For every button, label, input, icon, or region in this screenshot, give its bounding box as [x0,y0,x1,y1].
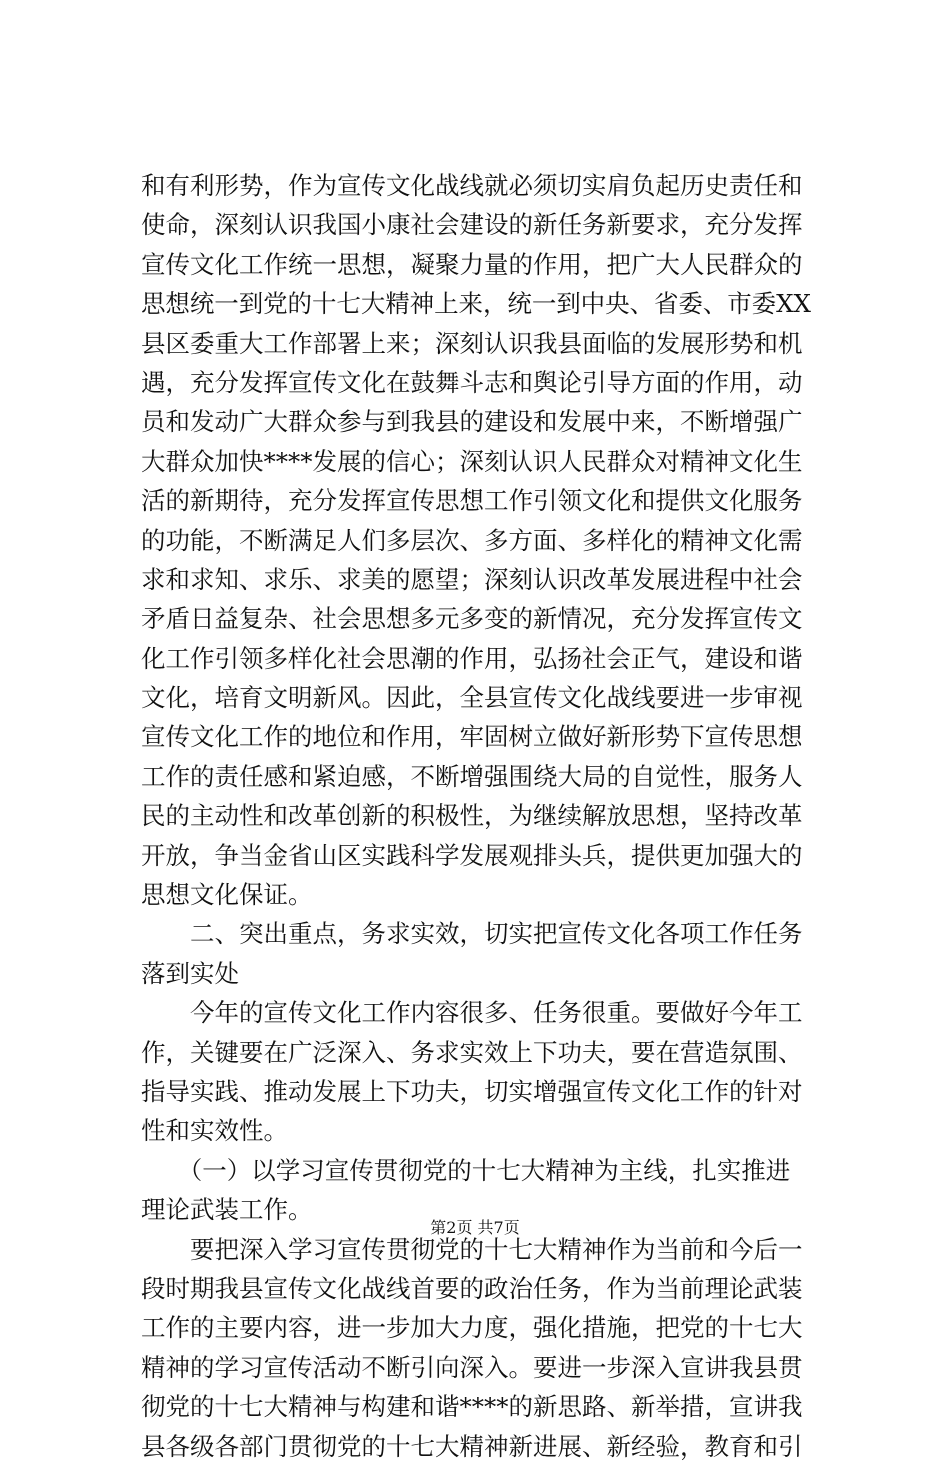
text-line: 工作的责任感和紧迫感，不断增强围绕大局的自觉性，服务人 [141,761,803,791]
text-line: （一）以学习宣传贯彻党的十七大精神为主线，扎实推进 [141,1155,791,1185]
text-line: 思想统一到党的十七大精神上来，统一到中央、省委、市委XX [141,289,811,319]
text-line: 理论武装工作。 [141,1195,313,1225]
text-line: 矛盾日益复杂、社会思想多元多变的新情况，充分发挥宣传文 [141,604,803,634]
text-line: 县各级各部门贯彻党的十七大精神新进展、新经验，教育和引 [141,1431,803,1461]
text-line: 的功能，不断满足人们多层次、多方面、多样化的精神文化需 [141,525,803,555]
text-line: 今年的宣传文化工作内容很多、任务很重。要做好今年工 [141,998,803,1028]
text-line: 宣传文化工作的地位和作用，牢固树立做好新形势下宣传思想 [141,722,803,752]
text-line: 化工作引领多样化社会思潮的作用，弘扬社会正气，建设和谐 [141,643,803,673]
text-line: 彻党的十七大精神与构建和谐****的新思路、新举措，宣讲我 [141,1392,803,1422]
text-line: 要把深入学习宣传贯彻党的十七大精神作为当前和今后一 [141,1234,803,1264]
text-line: 和有利形势，作为宣传文化战线就必须切实肩负起历史责任和 [141,171,803,200]
text-line: 性和实效性。 [141,1116,288,1146]
text-line: 文化，培育文明新风。因此，全县宣传文化战线要进一步审视 [141,683,803,713]
text-line: 大群众加快****发展的信心；深刻认识人民群众对精神文化生 [141,446,803,476]
text-line: 民的主动性和改革创新的积极性，为继续解放思想，坚持改革 [141,801,803,831]
text-line: 思想文化保证。 [141,880,313,910]
text-line: 二、突出重点，务求实效，切实把宣传文化各项工作任务 [141,919,803,949]
text-line: 开放，争当金省山区实践科学发展观排头兵，提供更加强大的 [141,840,803,870]
text-line: 精神的学习宣传活动不断引向深入。要进一步深入宣讲我县贯 [141,1352,803,1382]
text-line: 作，关键要在广泛深入、务求实效上下功夫，要在营造氛围、 [141,1037,803,1067]
text-line: 遇，充分发挥宣传文化在鼓舞斗志和舆论引导方面的作用，动 [141,367,803,397]
text-line: 员和发动广大群众参与到我县的建设和发展中来，不断增强广 [141,407,803,437]
text-line: 活的新期待，充分发挥宣传思想工作引领文化和提供文化服务 [141,486,803,516]
text-line: 工作的主要内容，进一步加大力度，强化措施，把党的十七大 [141,1313,803,1343]
page-footer: 第2页 共7页 [430,1218,520,1237]
text-line: 求和求知、求乐、求美的愿望；深刻认识改革发展进程中社会 [141,564,803,594]
text-line: 县区委重大工作部署上来；深刻认识我县面临的发展形势和机 [141,328,803,358]
text-line: 落到实处 [141,958,239,988]
text-line: 段时期我县宣传文化战线首要的政治任务，作为当前理论武装 [141,1273,803,1303]
text-line: 使命，深刻认识我国小康社会建设的新任务新要求，充分发挥 [141,210,803,240]
text-line: 指导实践、推动发展上下功夫，切实增强宣传文化工作的针对 [141,1076,803,1106]
text-line: 宣传文化工作统一思想，凝聚力量的作用，把广大人民群众的 [141,249,803,279]
body-text [141,166,811,1466]
